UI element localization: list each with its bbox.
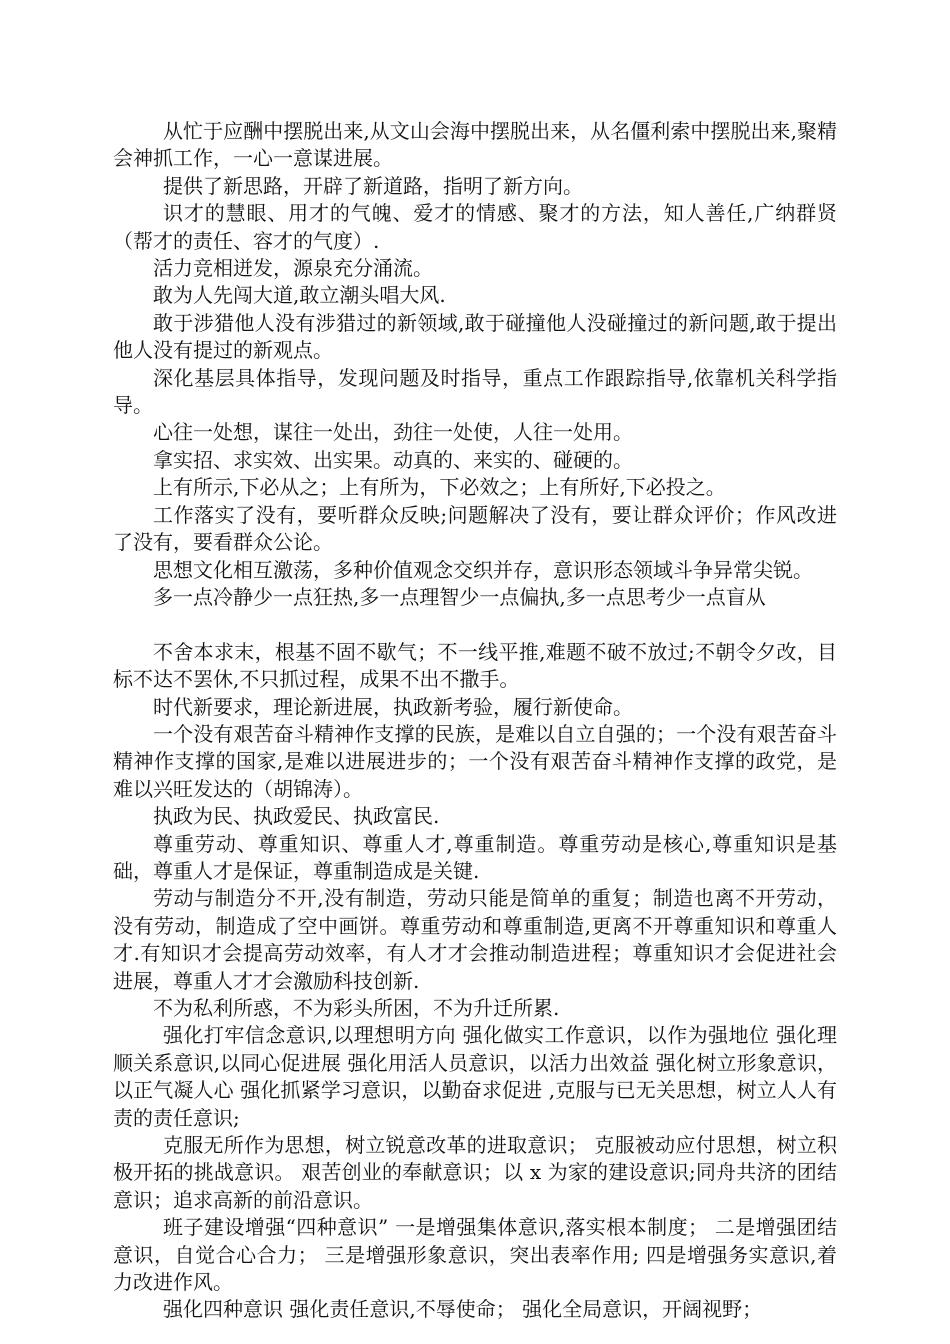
paragraph: 强化打牢信念意识,以理想明方向 强化做实工作意识，以作为强地位 强化理顺关系意识,以同心促进展 强化用活人员意识，以活力出效益 强化树立形象意识，以正气凝人心 强化抓紧学习意识，以勤奋求促进 ,克服与已无关思想，树立人人有责的责任意识; (113, 1023, 837, 1130)
paragraph: 劳动与制造分不开,没有制造，劳动只能是简单的重复；制造也离不开劳动，没有劳动，制造成了空中画饼。尊重劳动和尊重制造,更离不开尊重知识和尊重人才.有知识才会提高劳动效率，有人才才会推动制造进程；尊重知识才会促进社会进展，尊重人才才会激励科技创新. (113, 886, 837, 993)
paragraph: 多一点冷静少一点狂热,多一点理智少一点偏执,多一点思考少一点盲从 (153, 584, 766, 609)
paragraph: 克服无所作为思想，树立锐意改革的进取意识； 克服被动应付思想，树立积极开拓的挑战意识。 艰苦创业的奉献意识；以 x 为家的建设意识;同舟共济的团结意识；追求高新的前沿意识。 (113, 1133, 837, 1212)
paragraph: 深化基层具体指导，发现问题及时指导，重点工作跟踪指导,依靠机关科学指导。 (113, 365, 837, 418)
paragraph: 班子建设增强“四种意识” 一是增强集体意识,落实根本制度； 二是增强团结意识，自觉合心合力； 三是增强形象意识，突出表率作用; 四是增强务实意识,着力改进作风。 (113, 1215, 837, 1295)
paragraph: 一个没有艰苦奋斗精神作支撑的民族，是难以自立自强的；一个没有艰苦奋斗精神作支撑的国家,是难以进展进步的；一个没有艰苦奋斗精神作支撑的政党，是难以兴旺发达的（胡锦涛）。 (113, 721, 837, 801)
paragraph: 不舍本求末，根基不固不歇气；不一线平推,难题不破不放过;不朝令夕改，目标不达不罢休,不只抓过程，成果不出不撒手。 (113, 639, 837, 692)
paragraph: 上有所示,下必从之；上有所为，下必效之；上有所好,下必投之。 (153, 475, 726, 500)
paragraph: 思想文化相互激荡，多种价值观念交织并存，意识形态领域斗争异常尖锐。 (153, 557, 813, 582)
paragraph: 尊重劳动、尊重知识、尊重人才,尊重制造。尊重劳动是核心,尊重知识是基础，尊重人才是保证，尊重制造成是关键. (113, 831, 837, 883)
paragraph: 工作落实了没有，要听群众反映;问题解决了没有，要让群众评价；作风改进了没有，要看群众公论。 (113, 502, 837, 555)
paragraph: 敢于涉猎他人没有涉猎过的新领域,敢于碰撞他人没碰撞过的新问题,敢于提出他人没有提过的新观点。 (113, 310, 837, 363)
paragraph: 强化四种意识 强化责任意识,不辱使命； 强化全局意识，开阔视野； (163, 1297, 763, 1322)
blank-line (113, 611, 837, 638)
paragraph: 不为私利所惑，不为彩头所困，不为升迁所累. (153, 995, 560, 1020)
paragraph: 识才的慧眼、用才的气魄、爱才的情感、聚才的方法，知人善任,广纳群贤（帮才的责任、容才的气度）. (113, 201, 837, 253)
paragraph: 提供了新思路，开辟了新道路，指明了新方向。 (163, 173, 583, 198)
paragraph: 执政为民、执政爱民、执政富民. (153, 804, 440, 829)
paragraph: 敢为人先闯大道,敢立潮头唱大风. (153, 283, 446, 308)
paragraph: 时代新要求，理论新进展，执政新考验，履行新使命。 (153, 694, 633, 719)
paragraph: 活力竞相迸发，源泉充分涌流。 (153, 256, 433, 281)
paragraph: 心往一处想，谋往一处出，劲往一处使，人往一处用。 (153, 420, 633, 445)
paragraph: 从忙于应酬中摆脱出来,从文山会海中摆脱出来，从名僵利索中摆脱出来,聚精会神抓工作，一心一意谋进展。 (113, 119, 837, 171)
paragraph: 拿实招、求实效、出实果。动真的、来实的、碰硬的。 (153, 447, 633, 472)
document-body (113, 118, 837, 1324)
